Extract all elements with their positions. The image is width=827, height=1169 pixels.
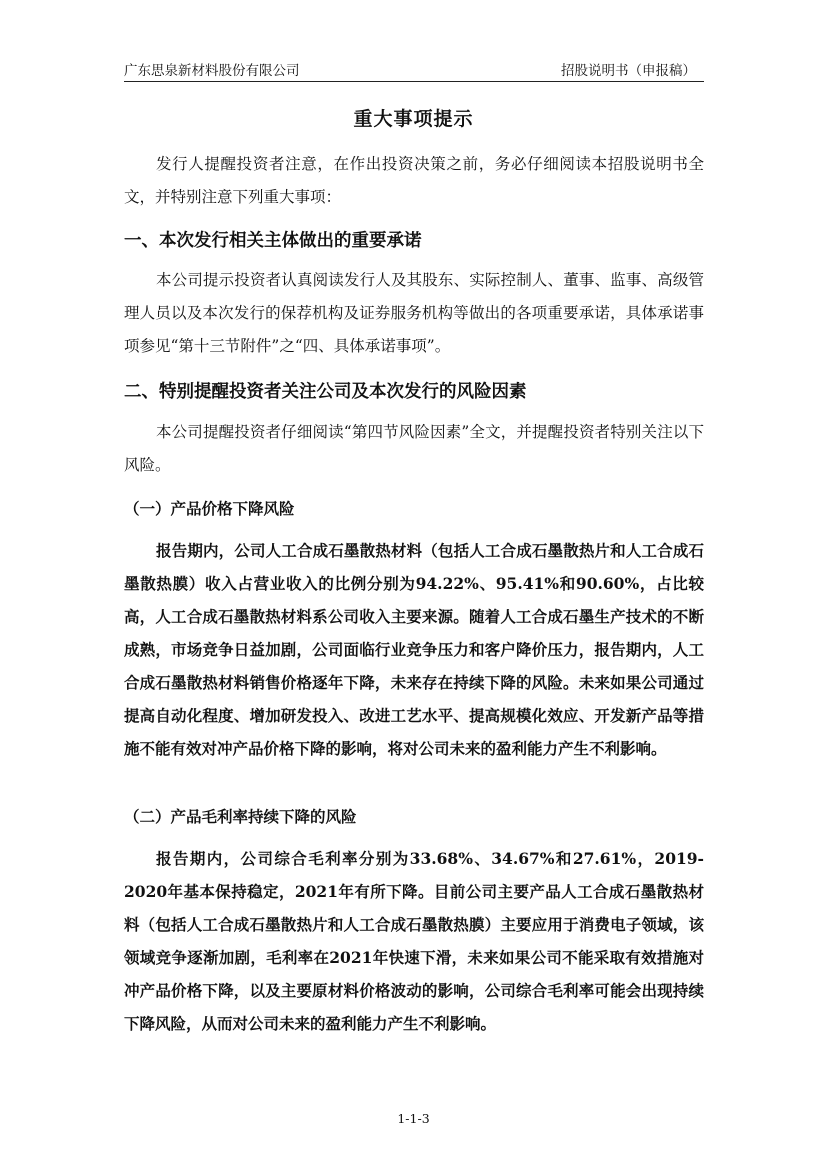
section1-body: 本公司提示投资者认真阅读发行人及其股东、实际控制人、董事、监事、高级管理人员以及本次发行的保荐机构及证券服务机构等做出的各项重要承诺，具体承诺事项参见“第十三节附件”之“四、具体承诺事项”。 bbox=[124, 271, 704, 355]
risk2-heading: （二）产品毛利率持续下降的风险 bbox=[124, 808, 357, 826]
page-title: 重大事项提示 bbox=[353, 108, 474, 130]
header-doc-type: 招股说明书（申报稿） bbox=[561, 63, 696, 79]
risk1-body: 报告期内，公司人工合成石墨散热材料（包括人工合成石墨散热片和人工合成石墨散热膜）收入占营业收入的比例分别为94.22%、95.41%和90.60%，占比较高，人工合成石墨散热材料系公司收入主要来源。随着人工合成石墨生产技术的不断成熟，市场竞争日益加剧，公司面临行业竞争压力和客户降价压力，报告期内，人工合成石墨散热材料销售价格逐年下降，未来存在持续下降的风险。未来如果公司通过提高自动化程度、增加研发投入、改进工艺水平、提高规模化效应、开发新产品等措施不能有效对冲产品价格下降的影响，将对公司未来的盈利能力产生不利影响。 bbox=[124, 541, 704, 758]
section1-heading: 一、本次发行相关主体做出的重要承诺 bbox=[124, 231, 422, 251]
header-company: 广东思泉新材料股份有限公司 bbox=[124, 63, 300, 79]
section2-body: 本公司提醒投资者仔细阅读“第四节风险因素”全文，并提醒投资者特别关注以下风险。 bbox=[124, 423, 704, 474]
section2-heading: 二、特别提醒投资者关注公司及本次发行的风险因素 bbox=[124, 382, 527, 402]
intro-paragraph: 发行人提醒投资者注意，在作出投资决策之前，务必仔细阅读本招股说明书全文，并特别注意下列重大事项： bbox=[124, 155, 704, 206]
page-header bbox=[124, 57, 704, 82]
risk2-body: 报告期内，公司综合毛利率分别为33.68%、34.67%和27.61%，2019-2020年基本保持稳定，2021年有所下降。目前公司主要产品人工合成石墨散热材料（包括人工合成石墨散热片和人工合成石墨散热膜）主要应用于消费电子领域，该领域竞争逐渐加剧，毛利率在2021年快速下滑，未来如果公司不能采取有效措施对冲产品价格下降，以及主要原材料价格波动的影响，公司综合毛利率可能会出现持续下降风险，从而对公司未来的盈利能力产生不利影响。 bbox=[124, 849, 704, 1033]
page-number: 1-1-3 bbox=[397, 1111, 430, 1126]
risk1-heading: （一）产品价格下降风险 bbox=[124, 500, 295, 518]
